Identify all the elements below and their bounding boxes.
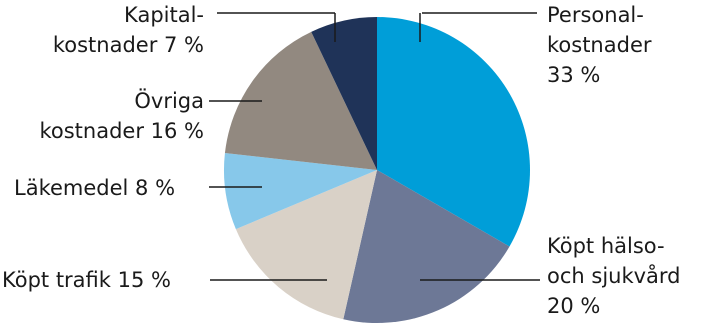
slice-label-ovriga-kostnader: Övriga kostnader 16 % <box>39 89 204 143</box>
pie-slices <box>224 17 530 323</box>
slice-label-lakemedel: Läkemedel 8 % <box>14 176 176 200</box>
slice-label-kopt-halso-och-sjukvard: Köpt hälso-och sjukvård 20 % <box>547 234 681 318</box>
slice-label-personalkostnader: Personal-kostnader 33 % <box>547 3 652 87</box>
slice-label-kopt-trafik: Köpt trafik 15 % <box>2 268 171 292</box>
slice-label-kapitalkostnader: Kapital-kostnader 7 % <box>52 3 204 57</box>
